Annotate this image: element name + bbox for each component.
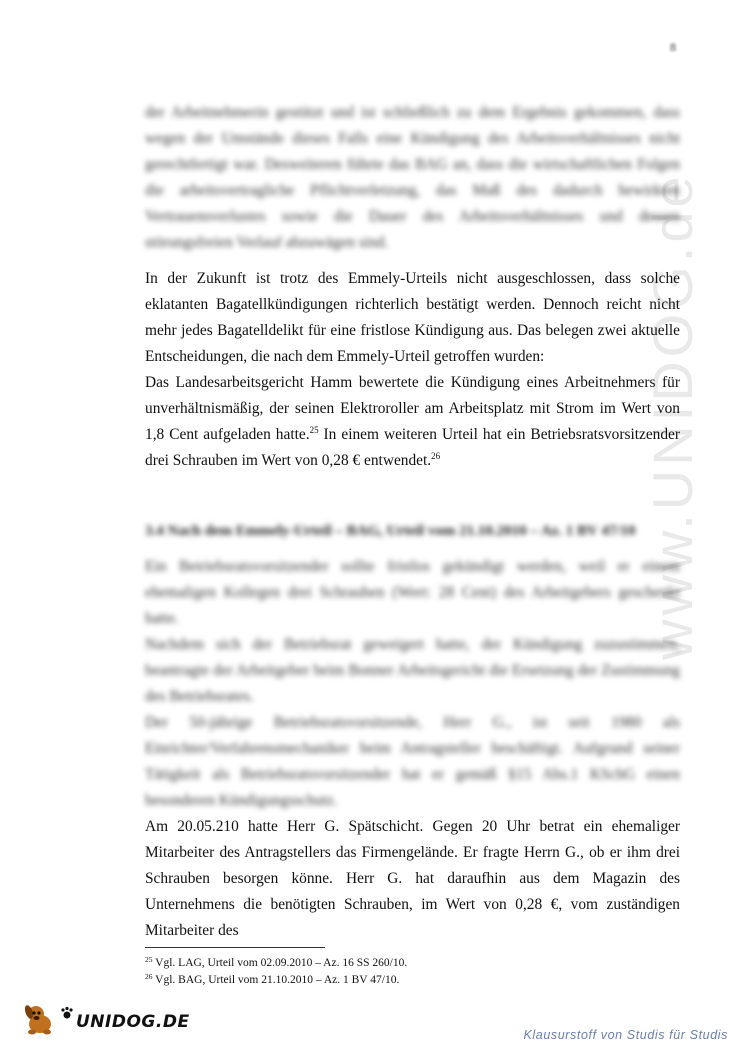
unidog-logo[interactable] [20,1002,190,1036]
paw-icon [60,1006,74,1020]
watermark: www.UNIDOG.de [641,172,704,660]
dog-icon [20,1002,60,1036]
footnote-25: $^{25}$ Vgl. LAG, Urteil vom 02.09.2010 – Az. 16 SS 260/10. [145,955,408,969]
court-example-text-2: In einem weiteren Urteil hat ein Betriebsratsvorsitzender drei Schrauben im Wert von 0,28 € entwendet. [145,426,681,469]
blurred-paragraph-top: der Arbeitnehmerin gestützt und ist schließlich zu dem Ergebnis gekommen, dass wegen der Umstände dieses Falls eine Kündigung des Arbeitsverhältnisses nicht gerechtfertigt war. Desweiteren führte das BAG an, dass die wirtschaftlichen Folgen die arbeitsvertragliche Pflichtverletzung, das Maß des dadurch bewirkten Vertrauensverlustes sowie die Dauer des Arbeitsverhältnisses und dessen störungsfreien Verlauf abzuwägen sind. [145,104,680,251]
footnote-divider [145,947,325,948]
page-number: 8 [670,40,676,54]
footnote-ref-25[interactable]: 25 [309,425,319,435]
section-heading: 3.4 Nach dem Emmely-Urteil – BAG, Urteil vom 21.10.2010 – Az. 1 BV 47/10 [145,523,636,539]
footnote-26: $^{26}$ Vgl. BAG, Urteil vom 21.10.2010 – Az. 1 BV 47/10. [145,972,400,986]
paragraph-emmely-outlook: In der Zukunft ist trotz des Emmely-Urteils nicht ausgeschlossen, dass solche eklatanten Bagatellkündigungen richterlich bestätigt werden. Dennoch reicht nicht mehr jedes Bagatelldelikt für eine fristlose Kündigung aus. Das belegen zwei aktuelle Entscheidungen, die nach dem Emmely-Urteil getroffen wurden: [145,270,680,365]
footnote-ref-26[interactable]: 26 [431,451,441,461]
paragraph-court-examples [145,370,680,474]
document-body [145,100,680,944]
blurred-paragraph-2: Nachdem sich der Betriebsrat geweigert hatte, der Kündigung zuzustimmen, beantragte der Arbeitgeber beim Bonner Arbeitsgericht die Ersetzung der Zustimmung des Betriebsrates. [145,636,680,705]
blurred-paragraph-1: Ein Betriebsratsvorsitzender sollte fristlos gekündigt werden, weil er einem ehemaligen Kollegen drei Schrauben (Wert: 28 Cent) des Arbeitgebers geschenkt hatte. [145,558,680,627]
court-example-text-1: Das Landesarbeitsgericht Hamm bewertete die Kündigung eines Arbeitnehmers für unverhältnismäßig, der seinen Elektroroller am Arbeitsplatz mit Strom im Wert von 1,8 Cent aufgeladen hatte. [145,374,680,443]
slogan: Klausurstoff von Studis für Studis [523,1028,728,1042]
paragraph-case-facts: Am 20.05.210 hatte Herr G. Spätschicht. Gegen 20 Uhr betrat ein ehemaliger Mitarbeiter des Antragstellers das Firmengelände. Er fragte Herrn G., ob er ihm drei Schrauben besorgen könne. Herr G. hat daraufhin aus dem Magazin des Unternehmens die benötigten Schrauben, im Wert von 0,28 €, vom zuständigen Mitarbeiter des [145,818,680,939]
logo-text: UNIDOG.DE [76,1012,190,1032]
footnotes [145,955,680,989]
blurred-paragraph-3: Der 50-jährige Betriebsratsvorsitzende, Herr G., ist seit 1980 als Einrichter/Verfahrensmechaniker beim Antragsteller beschäftigt. Aufgrund seiner Tätigkeit als Betriebsratsvorsitzender hat er gemäß §15 Abs.1 KSchG einen besonderen Kündigungsschutz. [145,714,680,809]
